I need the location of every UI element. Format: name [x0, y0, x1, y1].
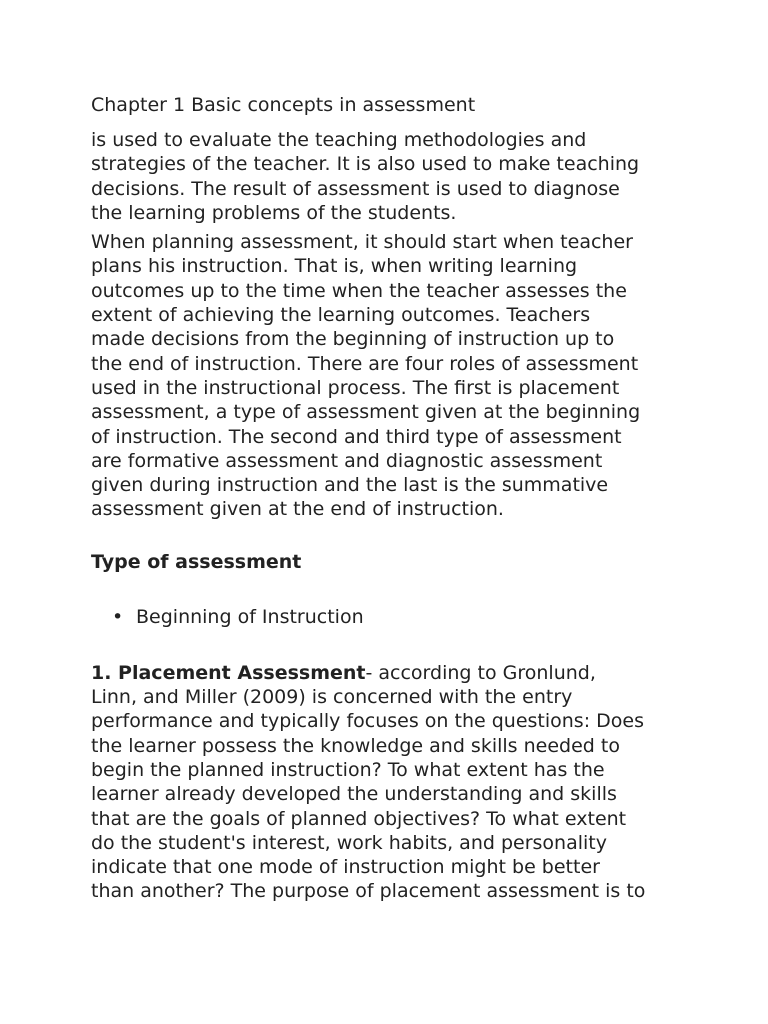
chapter-title: Chapter 1 Basic concepts in assessment — [91, 94, 476, 116]
list-item-text: Beginning of Instruction — [136, 605, 364, 628]
placement-term: 1. Placement Assessment — [91, 661, 366, 684]
section-heading: Type of assessment — [91, 550, 302, 573]
bullet-icon: • — [112, 605, 124, 628]
list-item — [91, 605, 691, 629]
paragraph-planning-assessment: When planning assessment, it should start when teacher plans his instruction. That is, when writing learning outcomes up to the time when the teacher assesses the extent of achieving the learning outcomes. Teachers made decisions from the beginning of instruction up to the end of instruction. There are four roles of assessment used in the instructional process. The first is placement assessment, a type of assessment given at the beginning of instruction. The second and third type of assessment are formative assessment and diagnostic assessment given during instruction and the last is the summative assessment given at the end of instruction. — [91, 231, 641, 521]
paragraph-assessment-purpose: is used to evaluate the teaching methodologies and strategies of the teacher. It is also used to make teaching decisions. The result of assessment is used to diagnose the learning problems of the students. — [91, 129, 640, 224]
bullet-list — [91, 605, 691, 629]
document-page — [91, 92, 691, 909]
placement-body: - according to Gronlund, Linn, and Miller (2009) is concerned with the entry performance and typically focuses on the questions: Does the learner possess the knowledge and skills needed to begin the planned instruction? To what extent has the learner already developed the understanding and skills that are the goals of planned objectives? To what extent do the student's interest, work habits, and personality indicate that one mode of instruction might be better than another? The purpose of placement assessment is to — [91, 661, 646, 903]
paragraph-placement-assessment — [91, 661, 691, 904]
